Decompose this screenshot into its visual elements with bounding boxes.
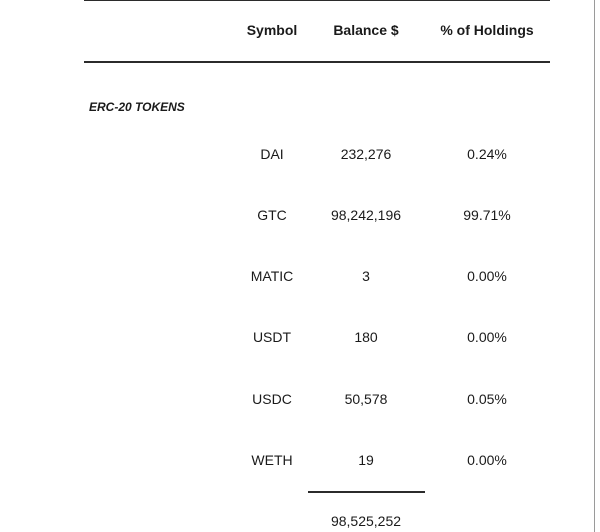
cell-balance: 3 (362, 268, 370, 284)
section-label-erc20: ERC-20 TOKENS (89, 100, 185, 114)
table-row (0, 391, 600, 411)
cell-percent: 0.24% (467, 146, 507, 162)
table-row (0, 452, 600, 472)
cell-percent: 0.00% (467, 329, 507, 345)
cell-balance: 50,578 (344, 391, 388, 407)
cell-symbol: MATIC (250, 268, 294, 284)
table-row (0, 207, 600, 227)
cell-percent: 0.00% (467, 452, 507, 468)
cell-balance: 98,242,196 (330, 207, 402, 223)
total-rule (308, 491, 425, 493)
table-row (0, 146, 600, 166)
header-balance: Balance $ (333, 22, 399, 38)
cell-symbol: USDC (252, 391, 292, 407)
cell-balance: 19 (358, 452, 374, 468)
cell-percent: 99.71% (463, 207, 511, 223)
table-row (0, 268, 600, 288)
cell-percent: 0.05% (467, 391, 507, 407)
cell-balance: 180 (354, 329, 378, 345)
cell-symbol: GTC (257, 207, 287, 223)
cell-symbol: DAI (260, 146, 284, 162)
cell-percent: 0.00% (467, 268, 507, 284)
cell-symbol: USDT (252, 329, 292, 345)
cell-balance: 232,276 (340, 146, 392, 162)
total-balance: 98,525,252 (330, 513, 402, 529)
table-row (0, 329, 600, 349)
header-percent-holdings: % of Holdings (440, 22, 534, 38)
header-symbol: Symbol (246, 22, 298, 38)
cell-symbol: WETH (251, 452, 293, 468)
